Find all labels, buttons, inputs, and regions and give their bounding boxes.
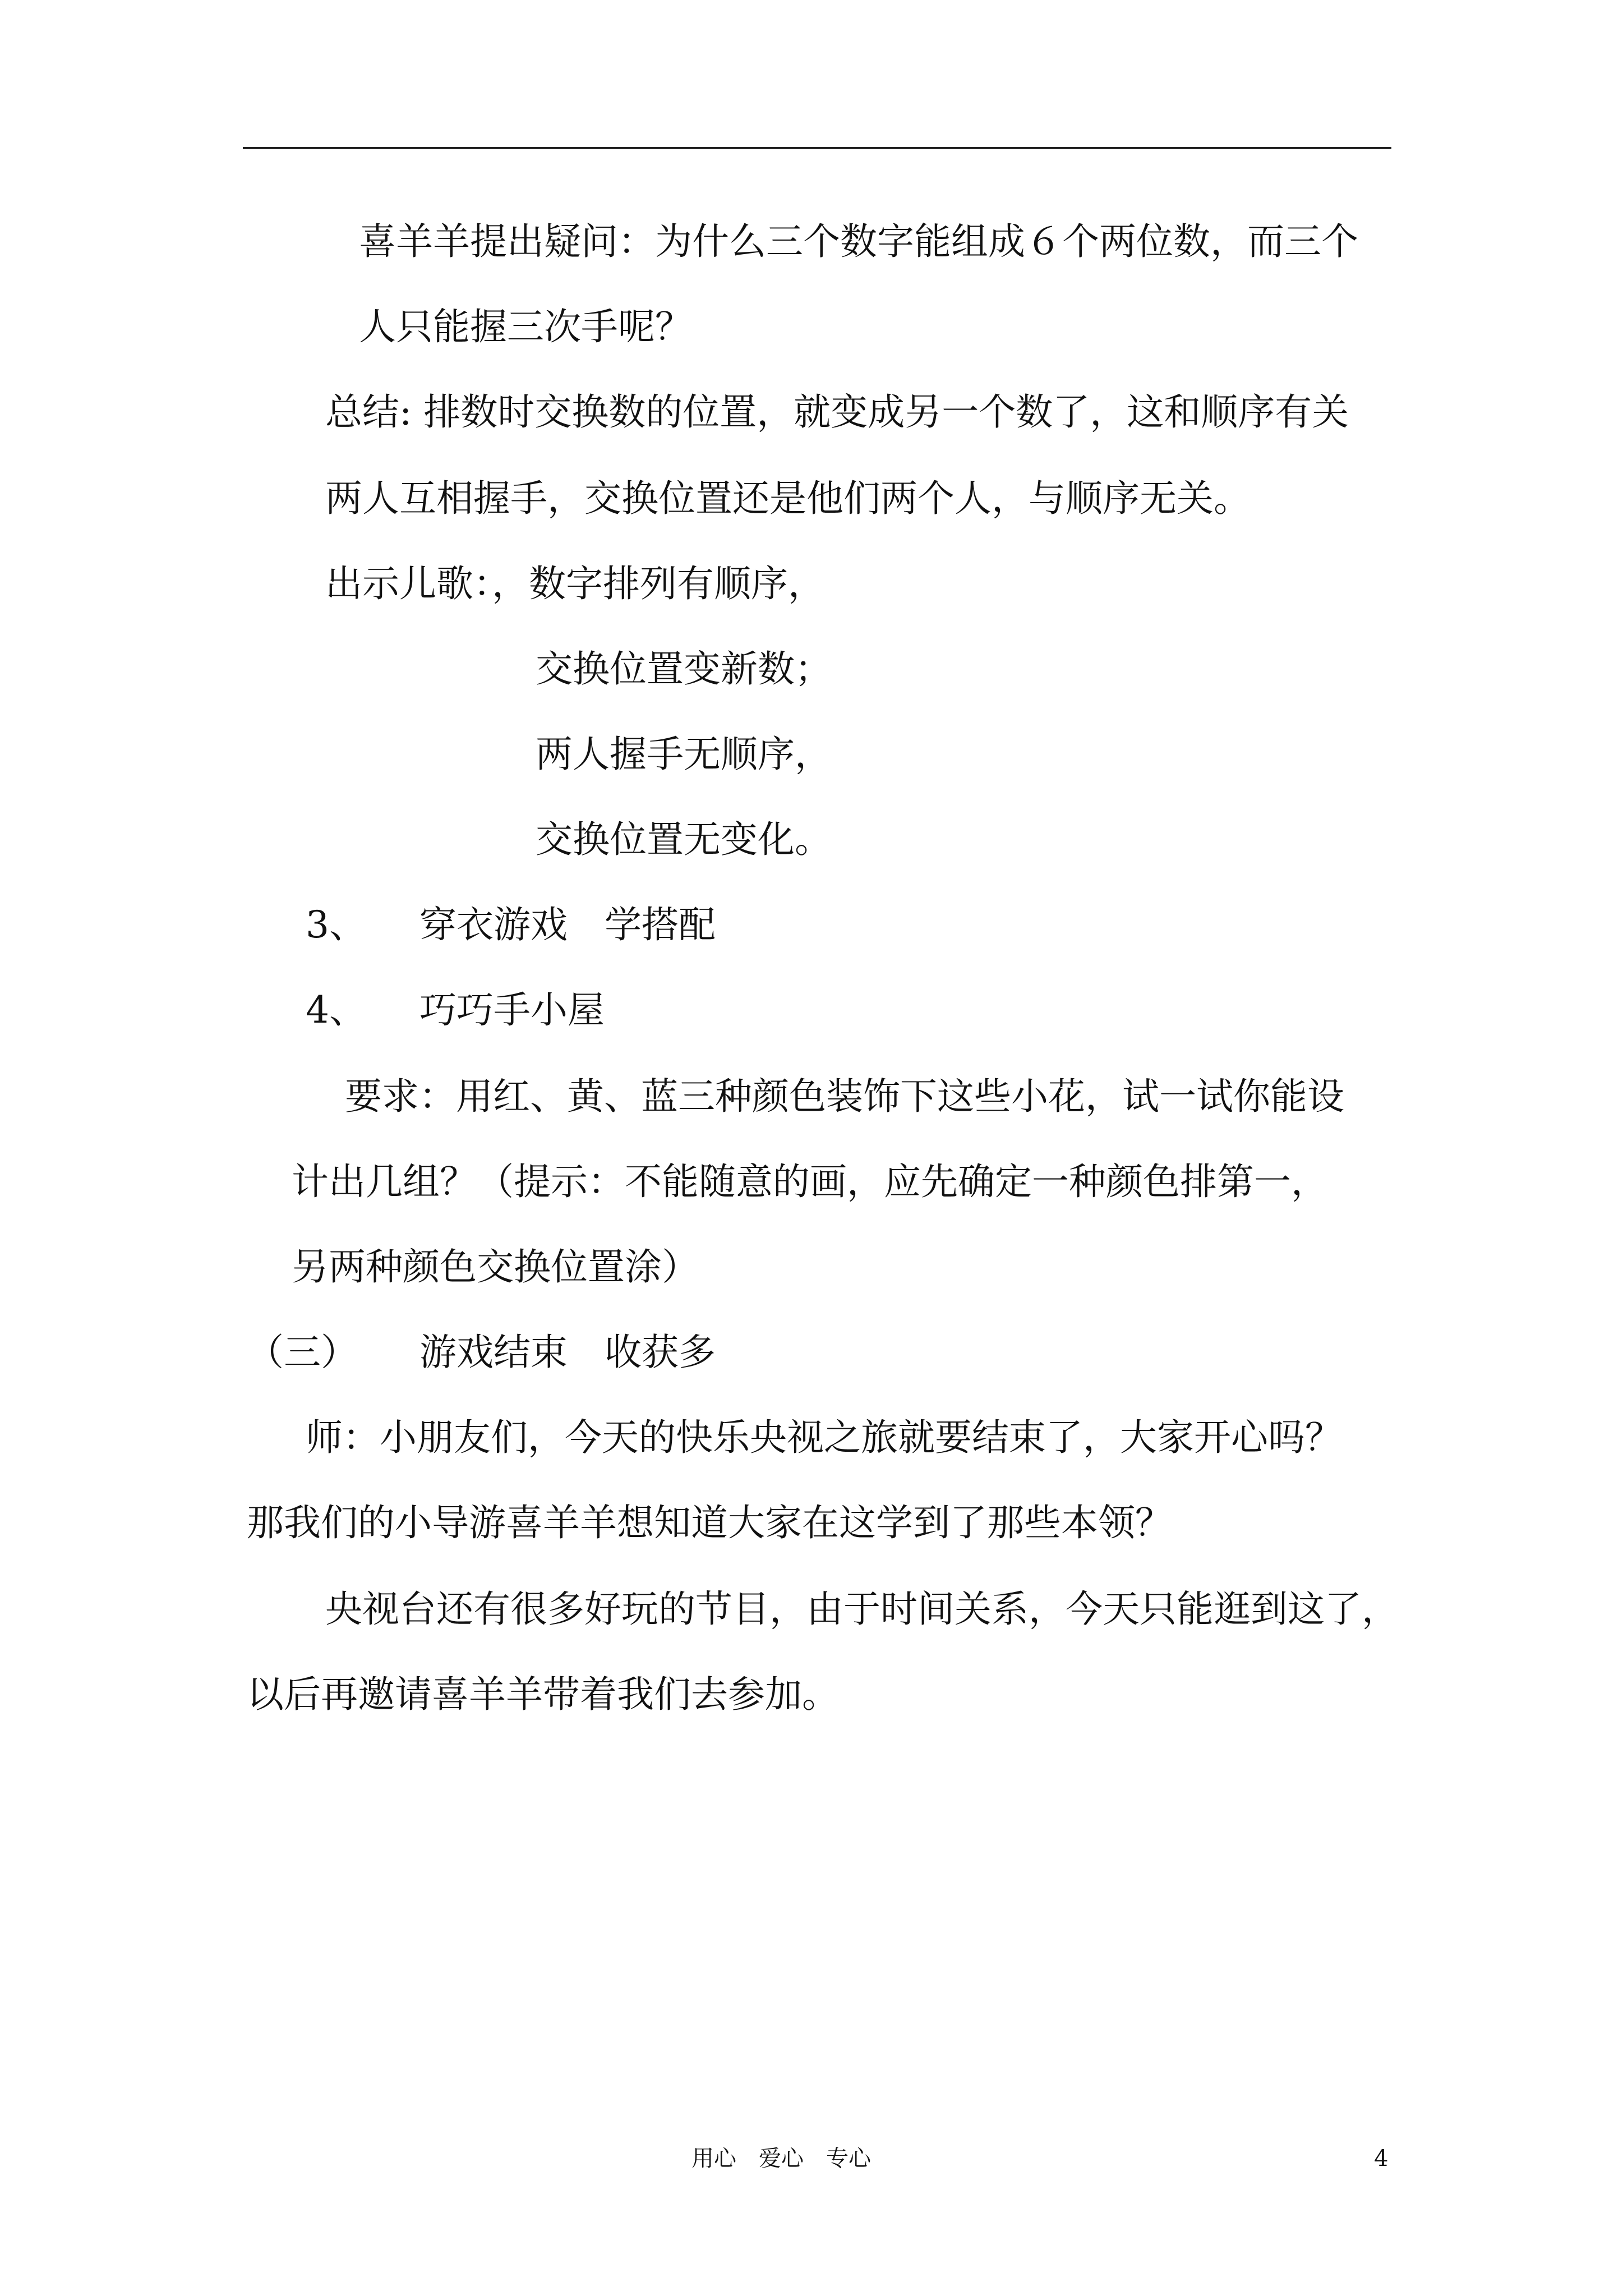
- list-number: 4、: [306, 988, 366, 1032]
- page-number: 4: [1374, 2146, 1389, 2171]
- text-line: 两人互相握手，交换位置还是他们两个人，与顺序无关。: [325, 477, 1251, 520]
- text-line: 另两种颜色交换位置涂）: [292, 1245, 699, 1289]
- text-line: 出示儿歌：，数字排列有顺序，: [325, 562, 825, 605]
- text-line: 那我们的小导游喜羊羊想知道大家在这学到了那些本领？: [247, 1501, 1172, 1544]
- text-line: 两人握手无顺序，: [536, 733, 832, 776]
- section-heading: 穿衣游戏 学搭配: [419, 903, 716, 946]
- footer-motto: 用心 爱心 专心: [691, 2146, 871, 2171]
- section-heading: 巧巧手小屋: [419, 988, 605, 1032]
- text-line: 交换位置变新数；: [536, 647, 832, 691]
- section-number: （三）: [247, 1331, 358, 1374]
- text-line: 总结: 排数时交换数的位置，就变成另一个数了，这和顺序有关: [325, 390, 1349, 434]
- text-line: 央视台还有很多好玩的节目，由于时间关系，今天只能逛到这了，: [325, 1588, 1399, 1631]
- text-line: 以后再邀请喜羊羊带着我们去参加。: [247, 1673, 839, 1716]
- text-line: 师：小朋友们，今天的快乐央视之旅就要结束了，大家开心吗？: [306, 1416, 1342, 1459]
- section-heading: 游戏结束 收获多: [419, 1331, 716, 1374]
- text-line: 人只能握三次手呢？: [359, 305, 692, 348]
- text-line: 计出几组？（提示：不能随意的画，应先确定一种颜色排第一，: [292, 1160, 1328, 1203]
- header-rule: [243, 147, 1391, 149]
- text-line: 交换位置无变化。: [536, 818, 832, 861]
- text-line: 要求：用红、黄、蓝三种颜色装饰下这些小花，试一试你能设: [345, 1075, 1344, 1118]
- text-line: 喜羊羊提出疑问：为什么三个数字能组成６个两位数，而三个: [359, 220, 1358, 263]
- list-number: 3、: [306, 903, 366, 946]
